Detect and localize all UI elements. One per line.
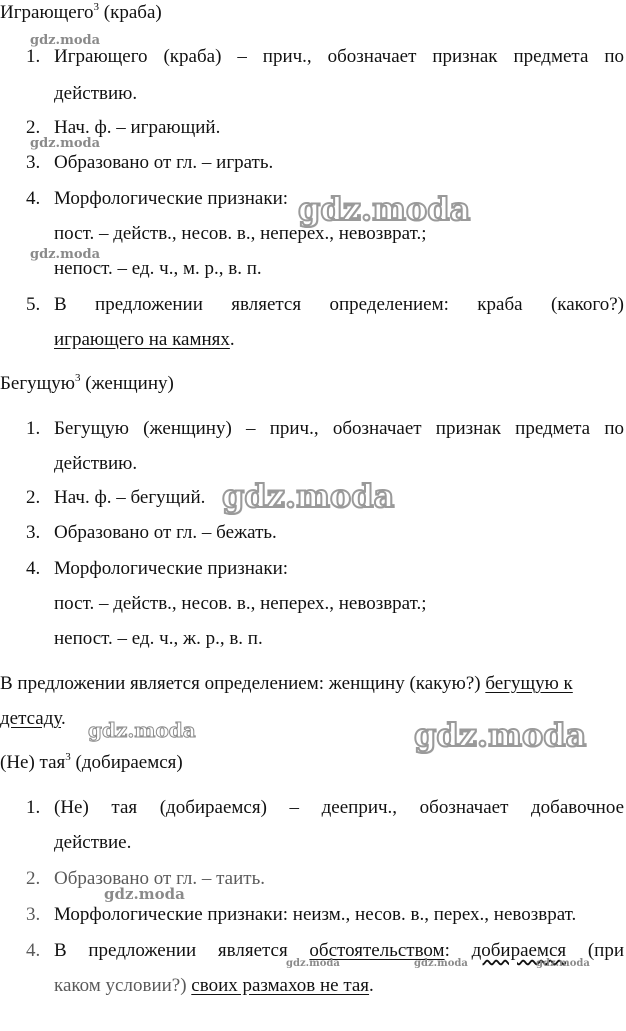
footnote-mark: 3 (93, 1, 100, 13)
list-item-text: В предложении является определением: краба (какого?) (54, 294, 624, 315)
heading-rest: (краба) (99, 2, 162, 23)
section2-heading (0, 373, 174, 395)
watermark: gdz.moda (30, 136, 101, 151)
list-item-text: Морфологические признаки: (54, 558, 289, 579)
watermark: gdz.moda (222, 477, 395, 515)
list-item-text: Нач. ф. – играющий. (54, 117, 221, 138)
list-item-text: Играющего (краба) – прич., обозначает признак предмета по (54, 46, 624, 67)
list-item-text: Морфологические признаки: (54, 188, 289, 209)
item-number: 2. (26, 487, 41, 508)
sentence-role-line: детсаду. (0, 708, 66, 729)
watermark: gdz.moda (286, 958, 340, 969)
list-item-text: действие. (54, 832, 132, 853)
section1-heading (0, 2, 162, 24)
item-number: 1. (26, 797, 41, 818)
list-item-text: Образовано от гл. – бежать. (54, 522, 277, 543)
item-number: 2. (26, 868, 41, 889)
footnote-mark: 3 (65, 751, 71, 763)
item-number: 3. (26, 522, 41, 543)
watermark: gdz.moda (414, 958, 468, 969)
item-number: 4. (26, 940, 41, 961)
list-item-text: (Не) тая (добираемся) – дееприч., обозначает добавочное (54, 797, 624, 818)
item-number: 4. (26, 188, 41, 209)
underlined-phrase: играющего на камнях (54, 329, 230, 350)
list-item-text: играющего на камнях. (54, 329, 235, 350)
list-item-text: Бегущую (женщину) – прич., обозначает признак предмета по (54, 418, 624, 439)
heading-rest: (женщину) (80, 373, 174, 394)
heading-word: Играющего (0, 2, 94, 23)
watermark: gdz.moda (536, 958, 590, 969)
list-item-text: действию. (54, 83, 138, 104)
list-item-text: Нач. ф. – бегущий. (54, 487, 206, 508)
item-number: 5. (26, 294, 41, 315)
item-number: 1. (26, 418, 41, 439)
item-number: 1. (26, 46, 41, 67)
list-item-text: В предложении является обстоятельством: добираемся (при (54, 940, 624, 961)
footnote-mark: 3 (74, 372, 81, 384)
list-item-text: пост. – действ., несов. в., неперех., невозврат.; (54, 593, 427, 614)
watermark: gdz.moda (30, 247, 101, 262)
item-number: 3. (26, 152, 41, 173)
wavy-underlined-word: добираемся (471, 940, 567, 961)
heading-rest: (добираемся) (70, 752, 183, 773)
list-item-text: пост. – действ., несов. в., неперех., невозврат.; (54, 223, 427, 244)
sentence-role-line: В предложении является определением: женщину (какую?) бегущую к (0, 673, 573, 694)
underlined-phrase: детсаду (0, 708, 61, 729)
list-item-text: непост. – ед. ч., м. р., в. п. (54, 258, 262, 279)
item-number: 4. (26, 558, 41, 579)
underlined-phrase: обстоятельством (309, 940, 445, 961)
heading-word: (Не) тая (0, 752, 66, 773)
underlined-phrase: бегущую к (485, 673, 573, 694)
list-item-text: каком условии?) своих размахов не тая. (54, 975, 374, 996)
list-item-text: действию. (54, 453, 138, 474)
watermark: gdz.moda (298, 190, 471, 228)
list-item-text: Морфологические признаки: неизм., несов. в., перех., невозврат. (54, 904, 577, 925)
heading-word: Бегущую (0, 373, 75, 394)
underlined-phrase: своих размахов не тая (191, 975, 370, 996)
item-number: 3. (26, 904, 41, 925)
watermark: gdz.moda (88, 718, 196, 742)
watermark: gdz.moda (414, 716, 587, 754)
list-item-text: Образовано от гл. – играть. (54, 152, 274, 173)
item-number: 2. (26, 117, 41, 138)
watermark: gdz.moda (30, 33, 101, 48)
list-item-text: непост. – ед. ч., ж. р., в. п. (54, 628, 263, 649)
watermark: gdz.moda (104, 885, 185, 903)
section3-heading (0, 752, 183, 774)
list-item-text: Образовано от гл. – таить. (54, 868, 266, 889)
